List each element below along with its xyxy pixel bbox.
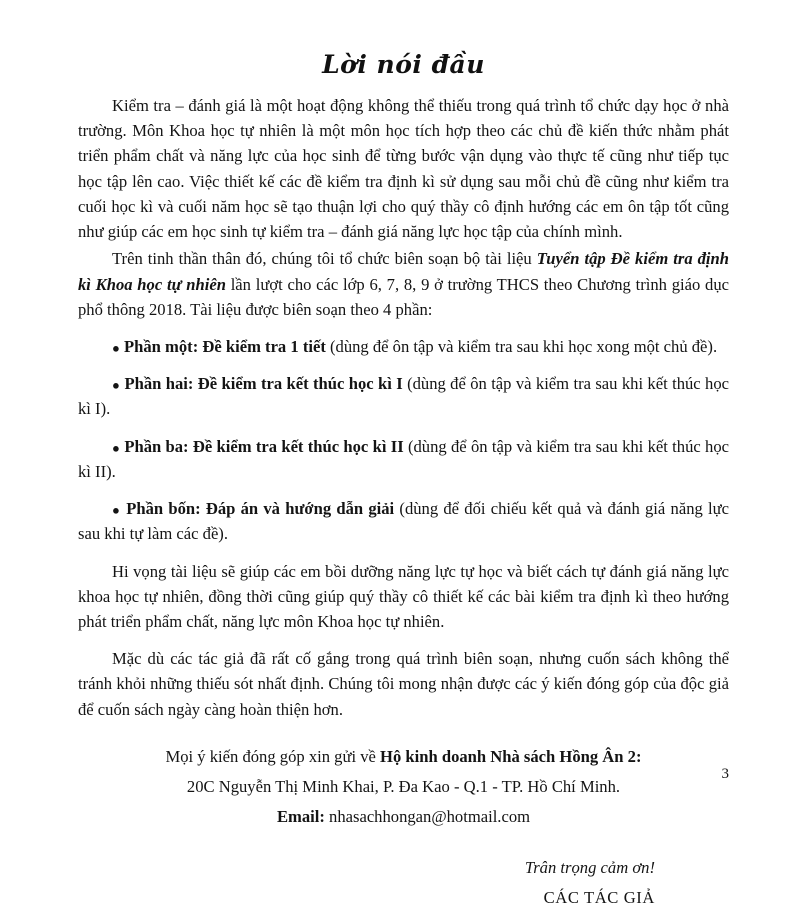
spacer <box>78 549 729 559</box>
part-note: (dùng để ôn tập và kiểm tra sau khi học xong một chủ đề). <box>325 336 718 356</box>
spacer <box>78 324 729 334</box>
bullet-icon: ● <box>112 377 121 393</box>
part-note: (dùng để ôn tập và kiểm tra sau khi kết thúc học kì I). <box>78 374 729 419</box>
part-note: (dùng để đối chiếu kết quả và đánh giá năng lực sau khi tự làm các đề). <box>78 499 729 544</box>
email-label: Email: <box>276 807 325 827</box>
page-number: 3 <box>721 766 729 782</box>
series-title: Tuyển tập Đề kiểm tra định kì Khoa học tự nhiên <box>78 249 729 294</box>
part-label: Phần ba: Đề kiểm tra kết thúc học kì II <box>124 436 404 456</box>
bullet-icon: ● <box>112 502 121 518</box>
signoff-authors: CÁC TÁC GIẢ <box>543 887 655 907</box>
spacer <box>78 486 729 496</box>
paragraph-intro: Kiểm tra – đánh giá là một hoạt động không thể thiếu trong quá trình tổ chức dạy học ở nhà trường. Môn Khoa học tự nhiên là một môn học tích hợp theo các chủ đề kiến thức nhằm phát triển phẩm chất và năng lực của học sinh để từng bước vận dụng vào thực tế cũng như tiếp tục học tập lên cao. Việc thiết kế các đề kiểm tra định kì sử dụng sau mỗi chủ đề cũng như kiểm tra cuối học kì và cuối năm học sẽ tạo thuận lợi cho quý thầy cô định hướng các em ôn tập tốt cũng như giúp các em học sinh tự kiểm tra – đánh giá năng lực học tập của chính mình. <box>78 96 729 242</box>
paragraph-series-tail: lần lượt cho các lớp 6, 7, 8, 9 ở trường THCS theo Chương trình giáo dục phổ thông 2018. Tài liệu được biên soạn theo 4 phần: <box>78 274 729 319</box>
paragraph-hope: Hi vọng tài liệu sẽ giúp các em bồi dưỡng năng lực tự học và biết cách tự đánh giá năng lực khoa học tự nhiên, đồng thời cũng giúp quý thầy cô thiết kế các bài kiểm tra định kì theo hướng phát triển phẩm chất, năng lực môn Khoa học tự nhiên. <box>78 561 729 631</box>
paragraph-series <box>78 246 729 322</box>
contact-email-line <box>78 804 729 829</box>
part-label: Phần bốn: Đáp án và hướng dẫn giải <box>126 499 395 519</box>
contact-address: 20C Nguyễn Thị Minh Khai, P. Đa Kao - Q.1 - TP. Hồ Chí Minh. <box>186 777 621 797</box>
part-label: Phần hai: Đề kiểm tra kết thúc học kì I <box>124 374 403 394</box>
part-item <box>78 334 729 359</box>
spacer <box>78 361 729 371</box>
email-value: nhasachhongan@hotmail.com <box>324 807 531 827</box>
contact-block <box>78 744 729 830</box>
part-label: Phần một: Đề kiểm tra 1 tiết <box>124 336 326 356</box>
contact-business-name: Hộ kinh doanh Nhà sách Hồng Ân 2: <box>380 746 642 766</box>
bullet-icon: ● <box>112 439 121 455</box>
paragraph-series-lead: Trên tinh thần thân đó, chúng tôi tổ chức biên soạn bộ tài liệu <box>112 249 537 269</box>
signoff-thanks: Trân trọng cảm ơn! <box>524 858 655 878</box>
page-title: Lời nói đầu <box>322 50 485 79</box>
part-item <box>78 434 729 484</box>
part-item <box>78 371 729 421</box>
spacer <box>78 424 729 434</box>
part-note: (dùng để ôn tập và kiểm tra sau khi kết thúc học kì II). <box>78 436 729 481</box>
contact-lead: Mọi ý kiến đóng góp xin gửi về <box>165 746 381 766</box>
bullet-icon: ● <box>112 340 120 356</box>
paragraph-apology: Mặc dù các tác giả đã rất cố gắng trong quá trình biên soạn, nhưng cuốn sách không thể tránh khỏi những thiếu sót nhất định. Chúng tôi mong nhận được các ý kiến đóng góp của độc giả để cuốn sách ngày càng hoàn thiện hơn. <box>78 649 729 719</box>
part-item <box>78 496 729 546</box>
contact-line <box>78 744 729 769</box>
signoff-block <box>78 855 729 909</box>
spacer <box>78 636 729 646</box>
